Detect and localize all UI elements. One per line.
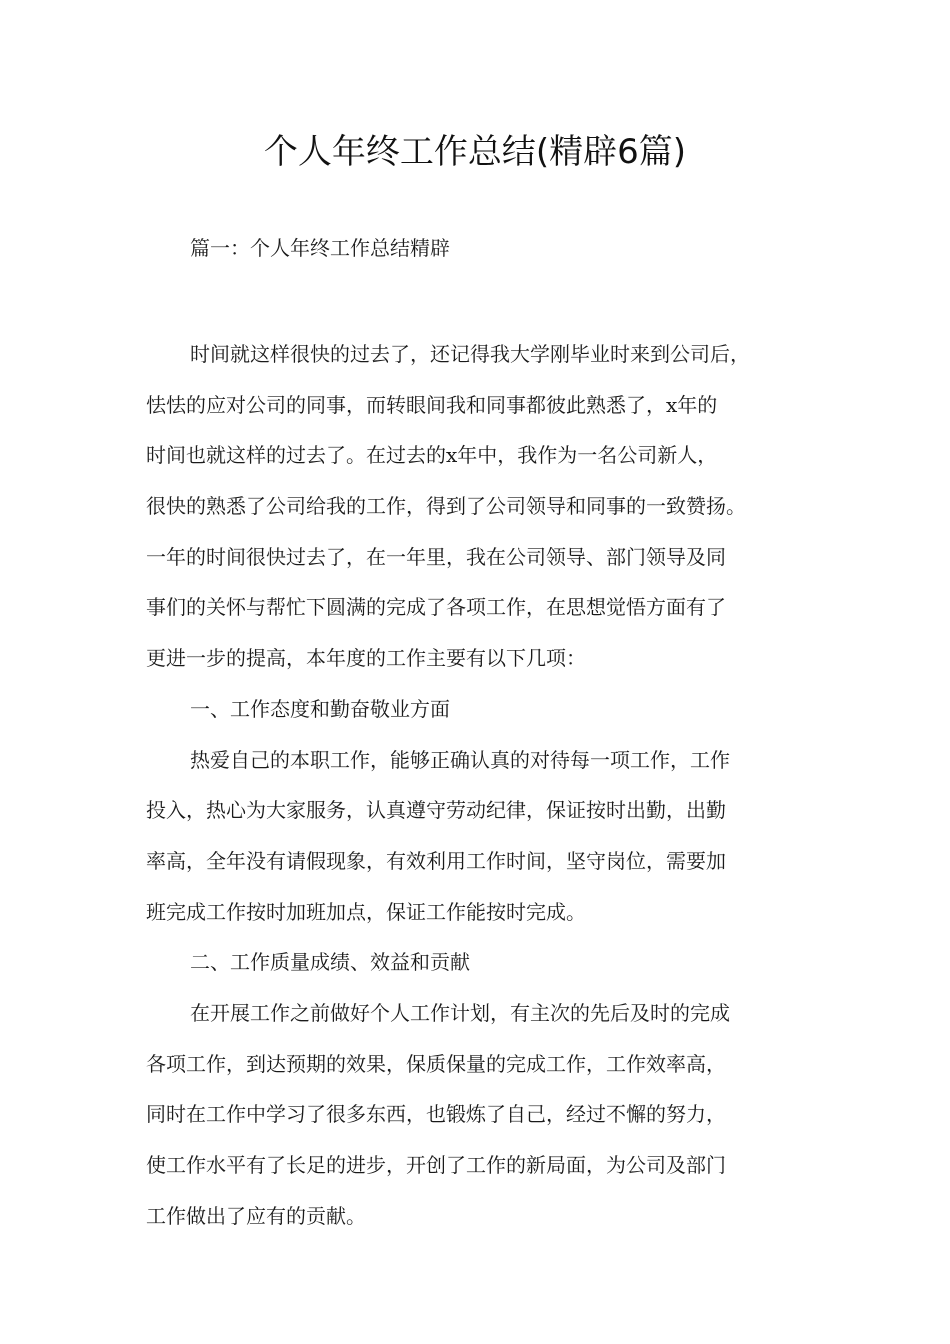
body-text [146,329,810,1241]
text-line: 更进一步的提高，本年度的工作主要有以下几项： [146,646,586,671]
section-heading: 篇一：个人年终工作总结精辟 [190,236,450,260]
text-line: 二、工作质量成绩、效益和贡献 [190,950,470,975]
text-line: 各项工作，到达预期的效果，保质保量的完成工作，工作效率高， [146,1051,726,1076]
text-line: 班完成工作按时加班加点，保证工作能按时完成。 [146,899,586,924]
text-line: 投入，热心为大家服务，认真遵守劳动纪律，保证按时出勤，出勤 [146,798,726,823]
text-line: 使工作水平有了长足的进步，开创了工作的新局面，为公司及部门 [146,1153,726,1177]
text-line: 工作做出了应有的贡献。 [146,1203,366,1228]
text-line: 事们的关怀与帮忙下圆满的完成了各项工作，在思想觉悟方面有了 [146,595,726,620]
text-line: 时间就这样很快的过去了，还记得我大学刚毕业时来到公司后， [190,342,750,366]
text-line: 热爱自己的本职工作，能够正确认真的对待每一项工作，工作 [190,747,730,772]
document-title: 个人年终工作总结(精辟6篇) [263,132,687,172]
text-line: 率高，全年没有请假现象，有效利用工作时间，坚守岗位，需要加 [146,848,726,873]
text-line: 在开展工作之前做好个人工作计划，有主次的先后及时的完成 [190,1000,730,1025]
text-line: 一、工作态度和勤奋敬业方面 [190,696,450,721]
text-line: 怯怯的应对公司的同事，而转眼间我和同事都彼此熟悉了，x年的 [146,392,718,417]
text-line: 时间也就这样的过去了。在过去的x年中，我作为一名公司新人， [146,443,718,468]
text-line: 一年的时间很快过去了，在一年里，我在公司领导、部门领导及同 [146,544,726,569]
text-line: 同时在工作中学习了很多东西，也锻炼了自己，经过不懈的努力， [146,1102,726,1127]
text-line: 很快的熟悉了公司给我的工作，得到了公司领导和同事的一致赞扬。 [146,494,746,519]
